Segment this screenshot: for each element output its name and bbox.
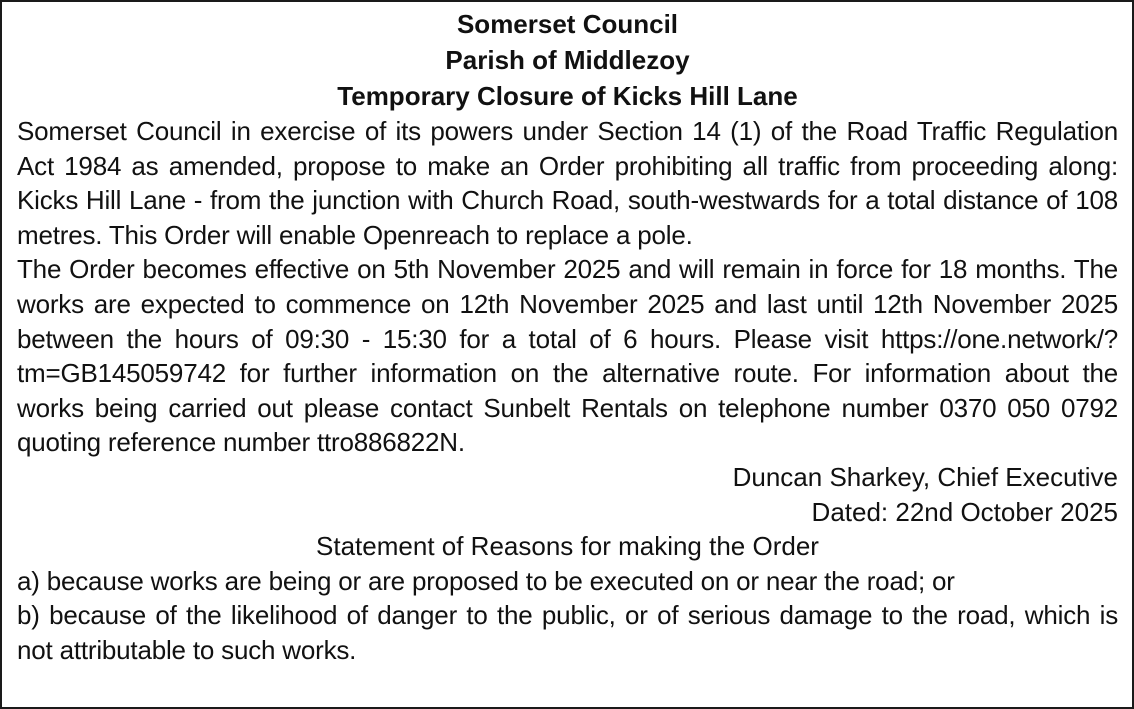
parish-heading: Parish of Middlezoy bbox=[445, 45, 690, 75]
date-line: Dated: 22nd October 2025 bbox=[811, 496, 1118, 527]
closure-title-heading: Temporary Closure of Kicks Hill Lane bbox=[337, 81, 798, 111]
reasons-title: Statement of Reasons for making the Order bbox=[316, 531, 819, 562]
order-proposal-paragraph: Somerset Council in exercise of its powers under Section 14 (1) of the Road Traffic Regulation Act 1984 as amended, propose to make an Order prohibiting all traffic from proceeding along: Kicks Hill Lane - from the junction with Church Road, south-westwards for a total distance of 108 metres. This Order will enable Openreach to replace a pole. bbox=[17, 116, 1118, 250]
reason-a: a) because works are being or are proposed to be executed on or near the road; or bbox=[17, 565, 955, 596]
reason-b: b) because of the likelihood of danger to the public, or of serious damage to the road, which is not attributable to such works. bbox=[17, 600, 1118, 665]
signatory: Duncan Sharkey, Chief Executive bbox=[732, 461, 1118, 492]
order-details-paragraph: The Order becomes effective on 5th November 2025 and will remain in force for 18 months. The works are expected to commence on 12th November 2025 and last until 12th November 2025 between the hours of 09:30 - 15:30 for a total of 6 hours. Please visit https://one.network/?tm=GB145059742 for further information on the alternative route. For information about the works being carried out please contact Sunbelt Rentals on telephone number 0370 050 0792 quoting reference number ttro886822N. bbox=[17, 254, 1118, 458]
council-name-heading: Somerset Council bbox=[456, 9, 679, 39]
